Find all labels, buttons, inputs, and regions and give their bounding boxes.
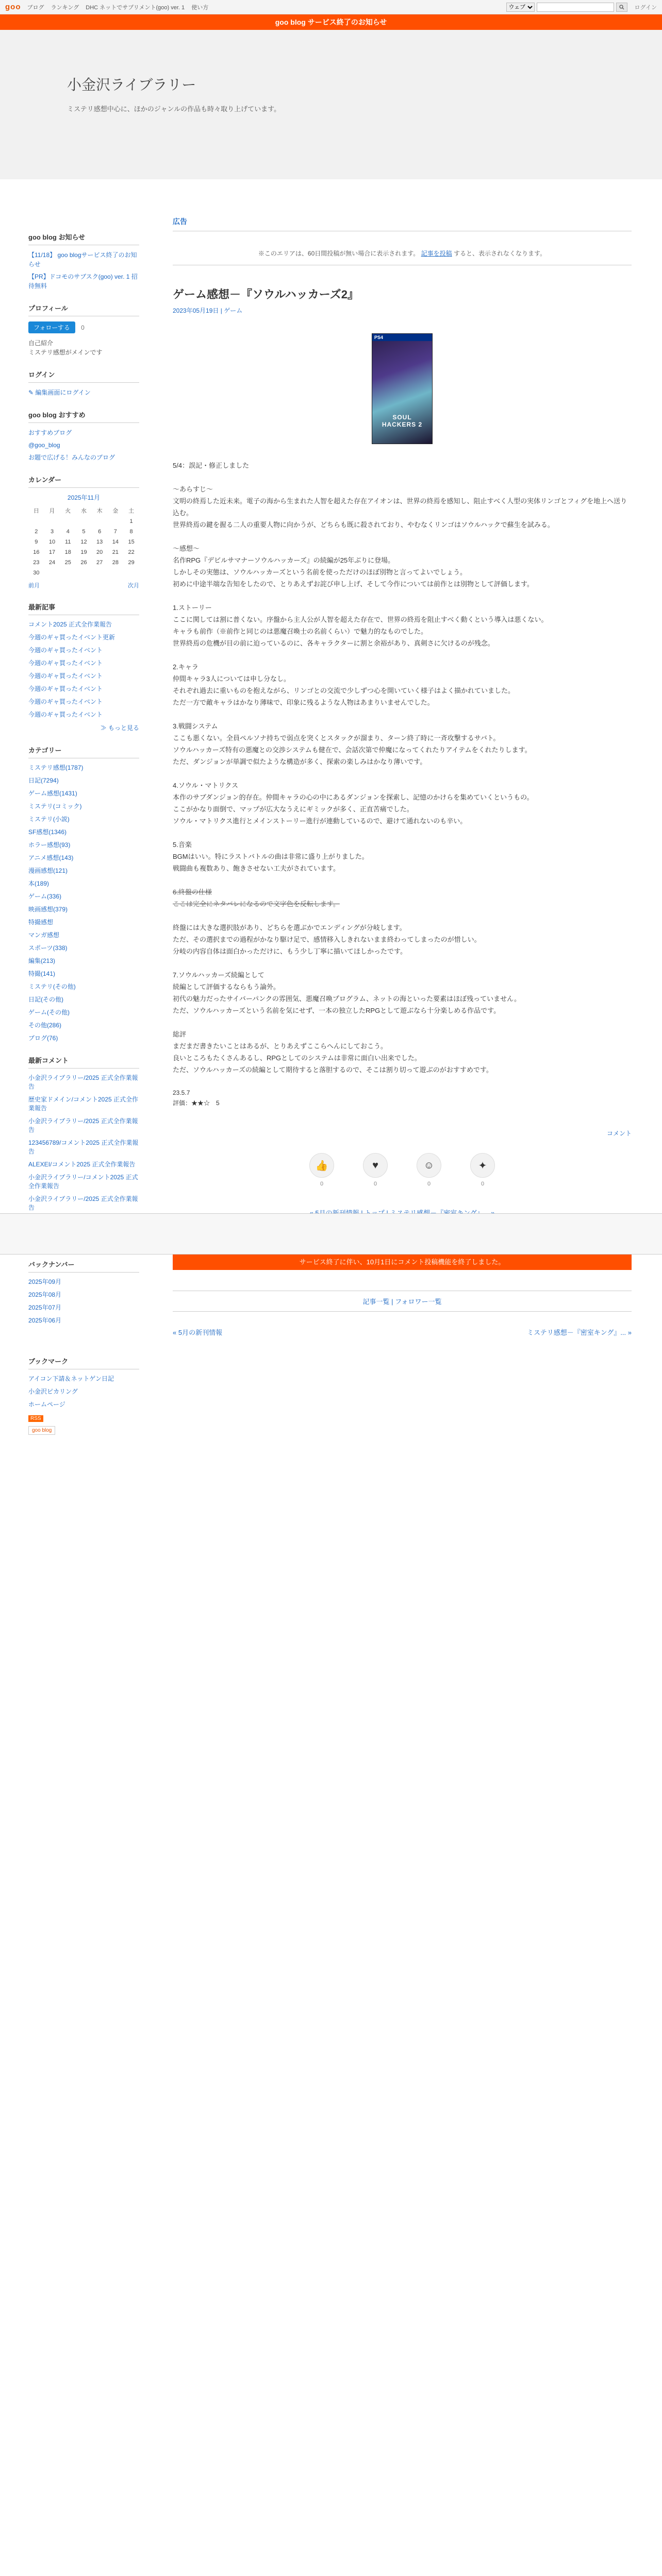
follower-count: 0 xyxy=(81,324,85,331)
calendar-prev[interactable]: 前月 xyxy=(28,583,40,589)
blog-title[interactable]: 小金沢ライブラリー xyxy=(67,77,196,93)
login-title: ログイン xyxy=(28,369,139,383)
calendar-week xyxy=(28,547,139,557)
calendar-day[interactable]: 11 xyxy=(65,539,71,545)
comment-item[interactable]: 小金沢ライブラリー/コメント2025 正式全作業報告 xyxy=(28,1174,138,1190)
comment-item[interactable]: 小金沢ライブラリー/2025 正式全作業報告 xyxy=(28,1117,138,1133)
calendar-day[interactable]: 10 xyxy=(48,539,56,545)
comment-item[interactable]: 小金沢ライブラリー/2025 正式全作業報告 xyxy=(28,1074,138,1090)
ad-label: 広告 xyxy=(173,216,632,231)
follow-button[interactable]: フォローする xyxy=(28,321,75,333)
post-paragraph: 1.ストーリー ここに関しては割に普くない。序盤から主人公が人智を超えた存在で、世界の終焉を阻止すべく動くという導入は悪くない。 キャラも前作（※前作と同じのは悪魔召喚士の名前くらい）で魅力的なものでした。 世界終焉の危機が目の前に迫っているのに、各キャラクターに割と余裕があり、真剣さに欠けるのが残念。 xyxy=(173,604,548,647)
ad-notice xyxy=(173,244,632,265)
category-item[interactable]: ミステリ(コミック) xyxy=(28,803,82,810)
category-item[interactable]: アニメ感想(143) xyxy=(28,854,74,861)
calendar-day[interactable]: 17 xyxy=(48,549,56,555)
bulb-icon: ✦ xyxy=(470,1153,495,1178)
notice-section xyxy=(28,232,139,291)
calendar-day[interactable]: 26 xyxy=(80,560,87,566)
backnumber-list xyxy=(28,1278,139,1325)
calendar-day[interactable]: 8 xyxy=(129,529,133,535)
calendar-day xyxy=(60,516,76,527)
category-item[interactable]: 日記(その他) xyxy=(28,996,63,1003)
calendar-day[interactable]: 13 xyxy=(96,539,103,545)
post-body xyxy=(173,460,632,1076)
calendar-day[interactable]: 23 xyxy=(33,560,40,566)
calendar-day xyxy=(76,568,92,578)
pager xyxy=(173,1327,632,1337)
nav-link-howto[interactable]: 使い方 xyxy=(191,4,209,11)
calendar-day[interactable]: 2 xyxy=(35,529,38,535)
calendar-day[interactable]: 3 xyxy=(50,529,54,535)
category-list xyxy=(28,764,139,1043)
category-item[interactable]: ミステリ(その他) xyxy=(28,983,76,990)
osusume-blog-link[interactable]: おすすめブログ xyxy=(28,429,72,436)
share-item[interactable] xyxy=(363,1153,388,1187)
category-item[interactable]: ゲーム(その他) xyxy=(28,1009,70,1016)
calendar-day[interactable]: 25 xyxy=(64,560,71,566)
profile-text: ミステリ感想がメインです xyxy=(28,349,103,356)
login-link[interactable]: ログイン xyxy=(634,4,657,11)
bookmark-item[interactable]: 小金沢ピカリング xyxy=(28,1388,78,1395)
heart-icon: ♥ xyxy=(363,1153,388,1178)
rss-icon[interactable]: RSS xyxy=(28,1415,43,1422)
share-item[interactable] xyxy=(470,1153,495,1187)
category-item[interactable]: 映画感想(379) xyxy=(28,906,68,913)
bookmark-item[interactable]: ホームページ xyxy=(28,1401,65,1408)
recent-title: 最新記事 xyxy=(28,602,139,615)
calendar-day[interactable]: 15 xyxy=(128,539,135,545)
cover-logo: SOUL HACKERS 2 xyxy=(382,414,423,428)
post-title[interactable]: ゲーム感想－『ソウルハッカーズ2』 xyxy=(173,288,359,301)
search-scope-select[interactable] xyxy=(506,3,535,12)
like-icon: 👍 xyxy=(309,1153,334,1178)
post-paragraph: ～あらすじ～ 文明の終焉した近未来。電子の海から生まれた人智を超えた存在アイオンは、世界の終焉を感知し、阻止すべく人型の実体リンゴとフィグを地上へ送り込む。 世界終焉の鍵を握る二人の重要人物に向かうが、どちらも既に殺されており、やむなくリンゴはソウルハックで蘇生を試みる。 xyxy=(173,485,627,529)
notice-item[interactable]: 【PR】ドコモのサブスク(goo) ver. 1 招待無料 xyxy=(28,273,138,290)
share-count: 0 xyxy=(481,1181,485,1187)
goo-logo[interactable]: goo xyxy=(5,3,21,11)
login-section xyxy=(28,369,139,397)
post-paragraph: 6.終盤の仕様 ここは完全にネタバレになるので文字色を反転します。 xyxy=(173,888,340,908)
post-date: 2023年05月19日 xyxy=(173,307,219,314)
category-item[interactable]: マンガ感想 xyxy=(28,931,60,939)
calendar-weekday: 木 xyxy=(96,508,103,514)
post-paragraph: 7.ソウルハッカーズ続編として 続編として評価するならもう論外。 初代の魅力だったサイバーパンクの雰囲気、悪魔召喚プログラム、ネットの海といった要素はほぼ残っていません。 ただ、ソウルハッカーズという名前を気にせず、一本の独立したRPGとして遊ぶなら十分楽しめる作品です。 xyxy=(173,971,521,1014)
calendar-weekday: 月 xyxy=(49,508,55,514)
post-paragraph: 3.戦闘システム ここも悪くない。全員ペルソナ持ちで弱点を突くとスタックが溜まり、ターン終了時に一斉攻撃するサバト。 ソウルハッカーズ特有の悪魔との交渉システムも健在で、会話次第で仲魔になってくれたりアイテムをくれたりします。 ただ、ダンジョンが単調で似たような構造が多く、探索の楽しみはかなり薄いです。 xyxy=(173,722,532,766)
category-item[interactable]: 漫画感想(121) xyxy=(28,867,68,874)
blog-header xyxy=(0,30,662,179)
game-cover-image[interactable] xyxy=(372,333,433,444)
ad-notice-text: ※このエリアは、60日間投稿が無い場合に表示されます。 xyxy=(258,250,420,257)
calendar-week xyxy=(28,537,139,547)
share-row xyxy=(173,1153,632,1187)
profile-name: 自己紹介 xyxy=(28,340,54,347)
pager-prev[interactable]: « 5月の新刊情報 xyxy=(173,1329,223,1336)
category-item[interactable]: その他(286) xyxy=(28,1022,62,1029)
profile-title: プロフィール xyxy=(28,303,139,316)
nav-link-promo[interactable]: DHC ネットでサプリメント(goo) ver. 1 xyxy=(86,4,185,11)
osusume-section xyxy=(28,410,139,462)
calendar-week xyxy=(28,557,139,568)
calendar-day xyxy=(44,516,60,527)
blog-subtitle: ミステリ感想中心に、ほかのジャンルの作品も時々取り上げています。 xyxy=(67,105,281,113)
search-input[interactable] xyxy=(537,3,614,12)
footer-links[interactable]: 記事一覧 | フォロワー一覧 xyxy=(173,1291,632,1312)
calendar-weekday: 日 xyxy=(33,508,39,514)
share-count: 0 xyxy=(373,1181,377,1187)
comment-item[interactable]: 歴史家ドメイン/コメント2025 正式全作業報告 xyxy=(28,1096,139,1112)
calendar-day[interactable]: 5 xyxy=(82,529,86,535)
comment-title: 最新コメント xyxy=(28,1055,139,1069)
recent-item[interactable]: 今週のギャ買ったイベント xyxy=(28,659,103,667)
backnumber-section xyxy=(28,1259,139,1325)
category-title: カテゴリー xyxy=(28,745,139,758)
calendar-weekday: 土 xyxy=(128,508,135,514)
calendar-day[interactable]: 24 xyxy=(48,560,56,566)
category-item[interactable]: 日記(7294) xyxy=(28,777,59,784)
edit-login-link[interactable] xyxy=(28,388,139,397)
calendar-day[interactable]: 1 xyxy=(129,518,133,524)
post-category[interactable]: ゲーム xyxy=(224,307,243,314)
category-item[interactable]: 特撮感想 xyxy=(28,919,54,926)
share-count: 0 xyxy=(320,1181,324,1187)
calendar-day[interactable]: 22 xyxy=(128,549,135,555)
category-item[interactable]: ゲーム感想(1431) xyxy=(28,790,77,797)
nav-link-ranking[interactable]: ランキング xyxy=(51,4,79,11)
backnumber-item[interactable]: 2025年07月 xyxy=(28,1304,62,1311)
calendar-title: カレンダー xyxy=(28,474,139,488)
post-paragraph: 総評 まだまだ書きたいことはあるが、とりあえずここらへんにしておこう。 良いところもたくさんあるし、RPGとしてのシステムは非常に面白い出来でした。 ただ、ソウルハッカーズの続編として期待すると落胆するので、そこは割り切って遊ぶのがおすすめです。 xyxy=(173,1030,493,1074)
comment-closed-notice: サービス終了に伴い、10月1日にコメント投稿機能を終了しました。 xyxy=(173,1255,632,1270)
share-count: 0 xyxy=(427,1181,431,1187)
overlay-strip[interactable] xyxy=(0,1213,662,1255)
calendar-day xyxy=(108,516,124,527)
category-item[interactable]: スポーツ(338) xyxy=(28,944,68,952)
comment-item[interactable]: ALEXEI/コメント2025 正式全作業報告 xyxy=(28,1161,136,1168)
calendar-week xyxy=(28,568,139,578)
bookmark-title: ブックマーク xyxy=(28,1356,139,1369)
recent-item[interactable]: 今週のギャ買ったイベント xyxy=(28,672,103,680)
recent-item[interactable]: 今週のギャ買ったイベント xyxy=(28,698,103,705)
service-end-banner[interactable] xyxy=(0,14,662,30)
rating-block xyxy=(173,1088,632,1108)
calendar-day[interactable]: 28 xyxy=(112,560,119,566)
osusume-text-link[interactable]: お題で広げる！みんなのブログ xyxy=(28,454,115,461)
ad-notice-post-link[interactable]: 記事を投稿 xyxy=(421,250,452,257)
recent-item[interactable]: コメント2025 正式全作業報告 xyxy=(28,621,112,628)
main-content xyxy=(173,216,632,1337)
comment-item[interactable]: 小金沢ライブラリー/2025 正式全作業報告 xyxy=(28,1195,138,1211)
notice-title: goo blog お知らせ xyxy=(28,232,139,245)
pager-next[interactable]: ミステリ感想－『密室キング』... » xyxy=(526,1329,632,1336)
calendar-day[interactable]: 27 xyxy=(96,560,103,566)
backnumber-title: バックナンバー xyxy=(28,1259,139,1273)
search-button[interactable] xyxy=(616,3,627,12)
profile-section xyxy=(28,303,139,357)
recent-more-link[interactable]: ≫ もっと見る xyxy=(100,724,139,732)
top-nav xyxy=(27,3,214,11)
nav-link-blog[interactable]: ブログ xyxy=(27,4,44,11)
category-item[interactable]: ホラー感想(93) xyxy=(28,841,71,849)
calendar-table xyxy=(28,505,139,578)
calendar-day xyxy=(28,516,44,527)
calendar-day xyxy=(108,568,124,578)
calendar-day xyxy=(123,568,139,578)
bookmark-section xyxy=(28,1356,139,1435)
calendar-day[interactable]: 4 xyxy=(66,529,70,535)
rating-score: 評価：★★☆ 5 xyxy=(173,1099,220,1107)
calendar-day[interactable]: 29 xyxy=(128,560,135,566)
calendar-weekday: 金 xyxy=(112,508,119,514)
calendar-day xyxy=(92,568,108,578)
post-paragraph: 5.音楽 BGMはいい。特にラストバトルの曲は非常に盛り上がりました。 戦闘曲も複数あり、飽きさせない工夫がされています。 xyxy=(173,841,369,872)
smile-icon: ☺ xyxy=(417,1153,441,1178)
calendar-week xyxy=(28,527,139,537)
recent-item[interactable]: 今週のギャ買ったイベント xyxy=(28,647,103,654)
share-item[interactable] xyxy=(309,1153,334,1187)
calendar-day[interactable]: 14 xyxy=(112,539,119,545)
category-item[interactable]: 特撮(141) xyxy=(28,970,56,977)
category-item[interactable]: SF感想(1346) xyxy=(28,828,67,836)
post-paragraph: 5/4：誤記・修正しました xyxy=(173,462,250,469)
bookmark-item[interactable]: アイコン下請＆ネットゲン日記 xyxy=(28,1375,114,1382)
backnumber-item[interactable]: 2025年06月 xyxy=(28,1317,62,1324)
goo-blog-badge[interactable]: goo blog xyxy=(28,1426,55,1435)
category-item[interactable]: ミステリ(小説) xyxy=(28,816,70,823)
notice-item[interactable]: 【11/18】 goo blogサービス終了のお知らせ xyxy=(28,251,137,268)
category-item[interactable]: ミステリ感想(1787) xyxy=(28,764,84,771)
backnumber-item[interactable]: 2025年09月 xyxy=(28,1278,62,1285)
calendar-day xyxy=(44,568,60,578)
backnumber-item[interactable]: 2025年08月 xyxy=(28,1291,62,1298)
search-box xyxy=(506,3,627,12)
post-paragraph: 2.キャラ 仲間キャラ3人については申し分なし。 それぞれ過去に重いものを抱えながら、リンゴとの交流で少しずつ心を開いていく様子はよく描かれていました。 ただ一方で敵キャラはかなり薄味で、印象に残るような人物はあまりいませんでした。 xyxy=(173,663,515,706)
edit-login-label: 編集画面にログイン xyxy=(35,389,91,396)
osusume-title: goo blog おすすめ xyxy=(28,410,139,423)
sidebar xyxy=(28,232,139,1447)
top-bar xyxy=(0,0,662,14)
share-item[interactable] xyxy=(417,1153,441,1187)
rating-date: 23.5.7 xyxy=(173,1089,190,1096)
calendar-day[interactable]: 19 xyxy=(80,549,87,555)
banner-text: goo blog サービス終了のお知らせ xyxy=(275,18,387,26)
calendar-weekday: 火 xyxy=(65,508,71,514)
calendar-weekday: 水 xyxy=(80,508,87,514)
calendar-day[interactable]: 7 xyxy=(113,529,117,535)
osusume-twitter-link[interactable]: @goo_blog xyxy=(28,442,60,449)
bookmark-list xyxy=(28,1375,139,1409)
recent-section xyxy=(28,602,139,733)
calendar-next[interactable]: 次月 xyxy=(128,583,139,589)
calendar-day xyxy=(76,516,92,527)
pencil-icon: ✎ xyxy=(28,389,36,396)
category-item[interactable]: ブログ(76) xyxy=(28,1035,58,1042)
calendar-day xyxy=(92,516,108,527)
calendar-week xyxy=(28,516,139,527)
category-item[interactable]: 本(189) xyxy=(28,880,49,887)
calendar-day[interactable]: 6 xyxy=(98,529,102,535)
post-meta: 2023年05月19日 | ゲーム xyxy=(173,307,243,314)
calendar-day[interactable]: 21 xyxy=(112,549,119,555)
calendar-day[interactable]: 18 xyxy=(64,549,71,555)
category-section xyxy=(28,745,139,1043)
calendar-day[interactable]: 12 xyxy=(80,539,87,545)
comment-link[interactable]: コメント xyxy=(606,1130,632,1137)
ad-notice-tail: すると、表示されなくなります。 xyxy=(454,250,547,257)
calendar-day[interactable]: 16 xyxy=(33,549,40,555)
category-item[interactable]: 編集(213) xyxy=(28,957,56,964)
recent-item[interactable]: 今週のギャ買ったイベント更新 xyxy=(28,634,115,641)
search-icon xyxy=(619,5,624,10)
calendar-day[interactable]: 30 xyxy=(33,570,40,576)
calendar-day[interactable]: 9 xyxy=(35,539,38,545)
recent-item[interactable]: 今週のギャ買ったイベント xyxy=(28,685,103,692)
calendar-day[interactable]: 20 xyxy=(96,549,103,555)
comment-item[interactable]: 123456789/コメント2025 正式全作業報告 xyxy=(28,1139,139,1155)
post-paragraph: ～感想～ 名作RPG『デビルサマナーソウルハッカーズ』の続編が25年ぶりに登場。 しかしその実態は、ソウルハッカーズという名前を使っただけのほぼ別物と言ってよいでしょう。 初めに中途半端な告知をしたので、とりあえずお詫び申し上げ、そして今作については前作とは別物として評価します。 xyxy=(173,545,534,588)
category-item[interactable]: ゲーム(336) xyxy=(28,893,62,900)
calendar-section xyxy=(28,474,139,589)
post-paragraph: 終盤には大きな選択肢があり、どちらを選ぶかでエンディングが分岐します。 ただ、その選択までの過程がかなり駆け足で、感情移入しきれないまま終わってしまったのが惜しい。 分岐の内容自体は面白かっただけに、もう少し丁寧に描いてほしかったです。 xyxy=(173,924,481,955)
recent-item[interactable]: 今週のギャ買ったイベント xyxy=(28,711,103,718)
cover-brand: PS4 xyxy=(372,334,432,341)
calendar-month: 2025年11月 xyxy=(67,494,101,501)
recent-list xyxy=(28,620,139,719)
calendar-day xyxy=(60,568,76,578)
post-paragraph: 4.ソウル・マトリクス 本作のサブダンジョン的存在。仲間キャラの心の中にあるダンジョンを探索し、記憶のかけらを集めていくというもの。 ここがかなり面倒で、マップが広大なうえにギミックが多く、正直苦痛でした。 ソウル・マトリクス進行とメインストーリー進行が連動しているので、避けて通れないのも辛い。 xyxy=(173,782,534,825)
